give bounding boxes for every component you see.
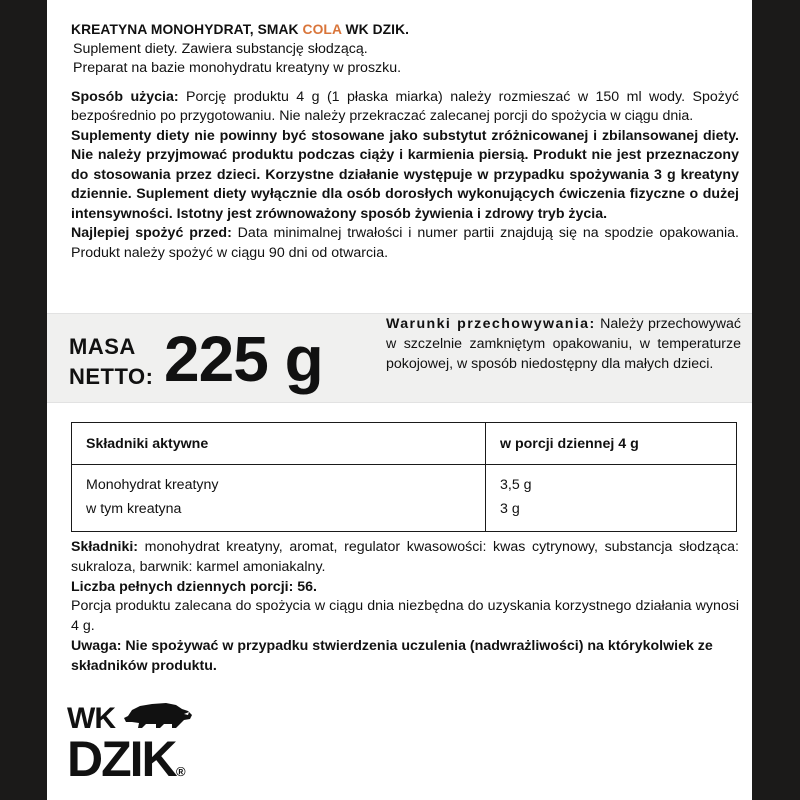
portions-text: Porcja produktu zalecana do spożycia w ciągu dnia niezbędna do uzyskania korzystnego działania wynosi 4 g. — [71, 598, 739, 635]
net-mass-label — [69, 332, 153, 392]
net-mass-value: 225 g — [164, 323, 323, 395]
ingredient-name: Monohydrat kreatyny — [86, 477, 219, 493]
net-mass-band — [47, 313, 752, 403]
logo-line-1: WK — [67, 702, 115, 735]
ingredient-value: 3,5 g — [500, 477, 532, 493]
boar-icon — [122, 700, 194, 732]
table-cell-values — [486, 465, 737, 532]
intro-line-1: Suplement diety. Zawiera substancję słodzącą. — [73, 40, 368, 57]
storage-label: Warunki przechowywania: — [386, 316, 596, 332]
caution-text: Nie spożywać w przypadku stwierdzenia uczulenia (nadwrażliwości) na którykolwiek ze składników produktu. — [71, 637, 713, 674]
usage-text: Porcję produktu 4 g (1 płaska miarka) należy rozmieszać w 150 ml wody. Spożyć bezpośrednio po przygotowaniu. Nie należy przekraczać zalecanej porcji do spożycia w ciągu dnia. — [71, 88, 740, 124]
table-row — [72, 465, 737, 532]
table-header-ingredient: Składniki aktywne — [72, 423, 486, 465]
label-top-section — [71, 20, 739, 263]
best-before-text: Data minimalnej trwałości i numer partii znajdują się na spodzie opakowania. Produkt należy spożyć w ciągu 90 dni od otwarcia. — [71, 225, 739, 261]
storage-text: Należy przechowywać w szczelnie zamkniętym opakowaniu, w temperaturze pokojowej, w sposób niedostępny dla małych dzieci. — [386, 316, 741, 372]
ingredients-label: Składniki: — [71, 539, 139, 555]
product-title — [71, 20, 739, 40]
title-brand: WK DZIK. — [341, 22, 410, 37]
table-cell-names — [72, 465, 486, 532]
flavor-accent: COLA — [302, 22, 342, 37]
title-text: KREATYNA MONOHYDRAT, SMAK — [71, 22, 303, 37]
usage-paragraph — [71, 88, 739, 127]
registered-mark: ® — [176, 764, 186, 779]
warning-paragraph: Suplementy diety nie powinny być stosowane jako substytut zróżnicowanej i zbilansowanej diety. Nie należy przyjmować produktu podczas ciąży i karmienia piersią. Produkt nie jest przeznaczony do stosowania przez dzieci. Korzystne działanie występuje w przypadku spożywania 3 g kreatyny dziennie. Suplement diety wyłącznie dla osób dorosłych wykonujących ćwiczenia fizyczne o dużej intensywności. Istotny jest zrównoważony sposób żywienia i zdrowy tryb życia. — [71, 127, 739, 222]
storage-paragraph — [386, 314, 741, 374]
brand-logo — [67, 700, 197, 790]
best-before-label: Najlepiej spożyć przed: — [71, 225, 232, 241]
caution-label: Uwaga: — [71, 637, 122, 654]
ingredients-text: monohydrat kreatyny, aromat, regulator kwasowości: kwas cytrynowy, substancja słodząca: sukraloza, barwnik: karmel amoniakalny. — [71, 539, 739, 575]
table-header-row — [72, 423, 737, 465]
net-mass-label-line1: MASA — [69, 334, 136, 359]
product-label — [47, 0, 752, 800]
ingredient-name: w tym kreatyna — [86, 501, 182, 517]
usage-label: Sposób użycia: — [71, 88, 179, 105]
label-bottom-section — [71, 538, 739, 677]
table-header-daily-portion: w porcji dziennej 4 g — [486, 423, 737, 465]
active-ingredients-table — [71, 422, 737, 532]
caution-paragraph — [71, 637, 739, 677]
net-mass-label-line2: NETTO: — [69, 364, 154, 389]
ingredient-value: 3 g — [500, 501, 520, 517]
portions-label: Liczba pełnych dziennych porcji: 56. — [71, 578, 317, 595]
logo-line-2: DZIK — [67, 731, 176, 787]
intro-line-2: Preparat na bazie monohydratu kreatyny w proszku. — [73, 60, 402, 76]
ingredients-paragraph — [71, 538, 739, 578]
best-before-paragraph — [71, 224, 739, 263]
